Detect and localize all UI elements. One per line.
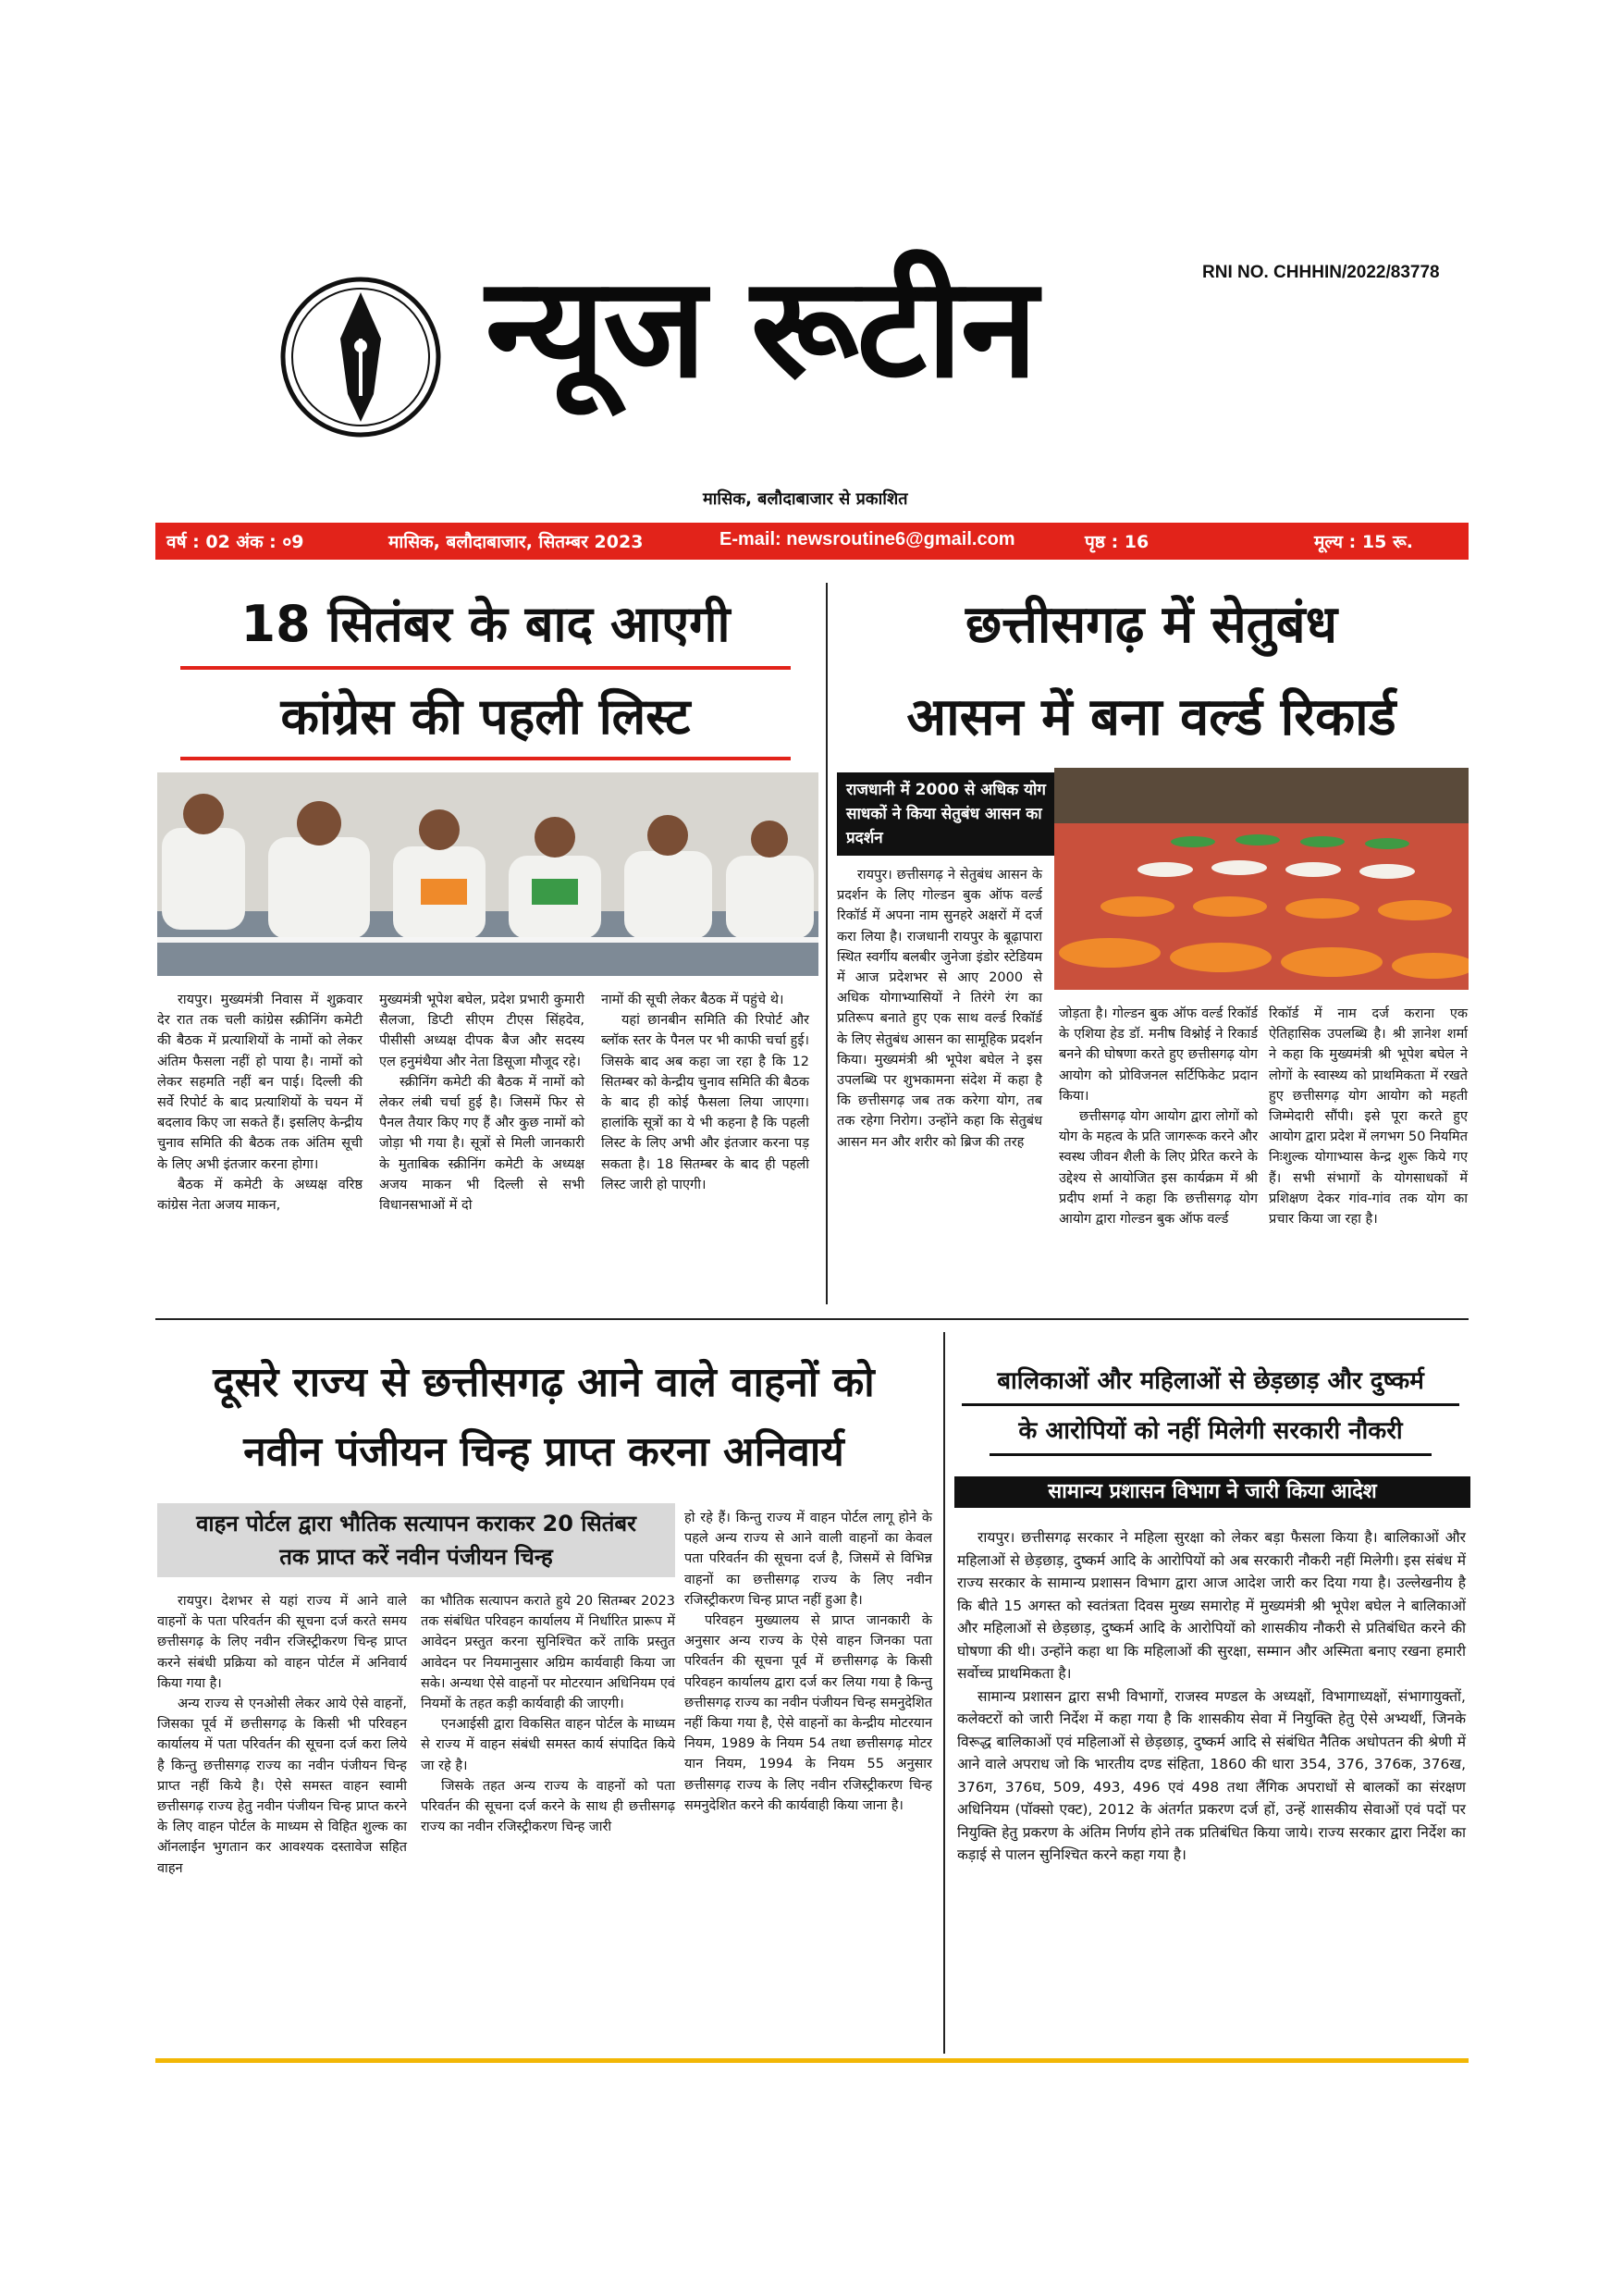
masthead-logo [277, 274, 444, 440]
story2-headline-line1: छत्तीसगढ़ में सेतुबंध [965, 595, 1338, 655]
column-divider [943, 1332, 945, 2054]
story3-column-3 [684, 1508, 932, 1816]
paragraph: यहां छानबीन समिति की रिपोर्ट और ब्लॉक स्तर के पैनल पर भी काफी चर्चा हुई। जिसके बाद अब कहा जा रहा है कि 12 सितम्बर को केन्द्रीय चुनाव समिति की बैठक के बाद ही कोई फैसला लिया जाएगा। हालांकि सूत्रों का ये भी कहना है कि पहली लिस्ट के लिए अभी और इंतजार करना पड़ सकता है। 18 सितम्बर के बाद ही पहली लिस्ट जारी हो पाएगी। [601, 1013, 809, 1192]
paragraph: नामों की सूची लेकर बैठक में पहुंचे थे। [601, 993, 784, 1007]
paragraph: अन्य राज्य से एनओसी लेकर आये ऐसे वाहनों, जिसका पूर्व में छत्तीसगढ़ के किसी भी परिवहन कार्यालय में पता परिवर्तन की सूचना दर्ज करा लिये है किन्तु छत्तीसगढ़ राज्य का नवीन पंजीयन चिन्ह प्राप्त नहीं किये है। ऐसे समस्त वाहन स्वामी छत्तीसगढ़ राज्य हेतु नवीन पंजीयन चिन्ह प्राप्त करने के लिए वाहन पोर्टल के माध्यम से विहित शुल्क का ऑनलाईन भुगतान कर आवश्यक दस्तावेज सहित वाहन [157, 1697, 407, 1876]
story1-headline-line1: 18 सितंबर के बाद आएगी [240, 595, 731, 653]
paragraph: मुख्यमंत्री भूपेश बघेल, प्रदेश प्रभारी कुमारी सैलजा, डिप्टी सीएम टीएस सिंहदेव, पीसीसी अध्यक्ष दीपक बैज और सदस्य एल हनुमंथैया और नेता डिसूजा मौजूद रहे। [379, 993, 584, 1069]
paragraph: सामान्य प्रशासन द्वारा सभी विभागों, राजस्व मण्डल के अध्यक्षों, विभागाध्यक्षों, संभागायुक्तों, कलेक्टरों को जारी निर्देश में कहा गया है कि शासकीय सेवा में नियुक्ति हेतु ऐसे अभ्यर्थी, जिनके विरूद्ध बालिकाओं एवं महिलाओं से छेड़छाड़, दुष्कर्म आदि से संबंधित नैतिक अधोपतन की श्रेणी में आने वाले अपराध जो कि भारतीय दण्ड संहिता, 1860 की धारा 354, 376, 376क, 376ख, 376ग, 376घ, 509, 493, 496 एवं 498 तथा लैंगिक अपराधों से बालकों का संरक्षण अधिनियम (पॉक्सो एक्ट), 2012 के अंतर्गत प्रकरण दर्ज हों, उन्हें शासकीय सेवाओं एवं पदों पर नियुक्ति हेतु प्रकरण के अंतिम निर्णय होने तक प्रतिबंधित किया जाये। राज्य सरकार द्वारा निर्देश का कड़ाई से पालन सुनिश्चित करने कहा गया है। [957, 1687, 1466, 1863]
section-divider [155, 1318, 1469, 1320]
story2-kicker: राजधानी में 2000 से अधिक योग साधकों ने किया सेतुबंध आसन का प्रदर्शन [837, 772, 1057, 856]
story3-subhead-line2: तक प्राप्त करें नवीन पंजीयन चिन्ह [279, 1544, 553, 1570]
story4-headline-box [953, 1360, 1469, 1480]
story3-column-1 [157, 1591, 407, 1879]
story3-column-2 [421, 1591, 675, 1837]
story4-headline-line2: के आरोपियों को नहीं मिलेगी सरकारी नौकरी [1018, 1417, 1403, 1445]
headline-underline [962, 1403, 1459, 1406]
rni-number: RNI NO. CHHHIN/2022/83778 [1202, 263, 1440, 282]
issue-info-bar [155, 523, 1469, 560]
headline-underline [990, 1453, 1432, 1456]
story1-column-1 [157, 990, 363, 1216]
issue-number: वर्ष : 02 अंक : ०9 [166, 532, 304, 552]
meeting-photo-illustration [157, 772, 818, 976]
story1-column-2 [379, 990, 584, 1216]
story3-subhead-box [157, 1503, 675, 1577]
paragraph: एनआईसी द्वारा विकसित वाहन पोर्टल के माध्यम से राज्य में वाहन संबंधी समस्त कार्य संपादित किये जा रहे है। [421, 1717, 675, 1773]
price: मूल्य : 15 रू. [1314, 532, 1413, 552]
paragraph: रायपुर। छत्तीसगढ़ सरकार ने महिला सुरक्षा को लेकर बड़ा फैसला किया है। बालिकाओं और महिलाओं से छेड़छाड़, दुष्कर्म आदि के आरोपियों को अब सरकारी नौकरी नहीं मिलेगी। इस संबंध में राज्य सरकार के सामान्य प्रशासन विभाग द्वारा आज आदेश जारी कर दिया गया है। उल्लेखनीय है कि बीते 15 अगस्त को स्वतंत्रता दिवस मुख्य समारोह में मुख्यमंत्री श्री भूपेश बघेल ने बालिकाओं और महिलाओं से छेड़छाड़, दुष्कर्म आदि के आरोपियों को शासकीय नौकरी से प्रतिबंधित करने की घोषणा की थी। उन्होंने कहा था कि महिलाओं की सुरक्षा, सम्मान और अस्मिता बनाए रखना हमारी सर्वोच्च प्राथमिकता है। [957, 1529, 1466, 1682]
paragraph: हो रहे हैं। किन्तु राज्य में वाहन पोर्टल लागू होने के पहले अन्य राज्य से आने वाली वाहनों का केवल पता परिवर्तन की सूचना दर्ज है, जिसमें से विभिन्न वाहनों का छत्तीसगढ़ राज्य के लिए नवीन रजिस्ट्रीकरण चिन्ह प्राप्त नहीं हुआ है। [684, 1511, 932, 1608]
story4-subhead: सामान्य प्रशासन विभाग ने जारी किया आदेश [954, 1476, 1470, 1508]
footer-rule [155, 2058, 1469, 2063]
paragraph: जोड़ता है। गोल्डन बुक ऑफ वर्ल्ड रिकॉर्ड के एशिया हेड डॉ. मनीष विश्नोई ने रिकार्ड बनने की घोषणा करते हुए छत्तीसगढ़ योग आयोग को प्रोविजनल सर्टिफिकेट प्रदान किया। [1059, 1006, 1258, 1104]
pen-nib-icon [277, 274, 444, 440]
paragraph: रिकॉर्ड में नाम दर्ज कराना एक ऐतिहासिक उपलब्धि है। श्री ज्ञानेश शर्मा ने कहा कि मुख्यमंत्री श्री भूपेश बघेल ने लोगों के स्वास्थ्य को प्राथमिकता में रखते हुए छत्तीसगढ़ योग आयोग को महती जिम्मेदारी सौंपी। इसे पूरा करते हुए आयोग द्वारा प्रदेश में लगभग 50 नियमित निःशुल्क योगाभ्यास केन्द्र शुरू किये गए हैं। सभी संभागों के योगसाधकों में प्रशिक्षण देकर गांव-गांव तक योग का प्रचार किया जा रहा है। [1269, 1006, 1468, 1228]
paragraph: छत्तीसगढ़ योग आयोग द्वारा लोगों को योग के महत्व के प्रति जागरूक करने और स्वस्थ जीवन शैली के लिए प्रेरित करने के उद्देश्य से आयोजित इस कार्यक्रम में श्री प्रदीप शर्मा ने कहा कि छत्तीसगढ़ योग आयोग द्वारा गोल्डन बुक ऑफ वर्ल्ड [1059, 1109, 1258, 1228]
headline-underline [180, 666, 791, 670]
paragraph: रायपुर। छत्तीसगढ़ ने सेतुबंध आसन के प्रदर्शन के लिए गोल्डन बुक ऑफ वर्ल्ड रिकॉर्ड में अपना नाम सुनहरे अक्षरों में दर्ज करा लिया है। राजधानी रायपुर के बूढ़ापारा स्थित स्वर्गीय बलबीर जुनेजा इंडोर स्टेडियम में आज प्रदेशभर से आए 2000 से अधिक योगाभ्यासियों ने तिरंगे रंग का प्रतिरूप बनाते हुए एक साथ वर्ल्ड रिकॉर्ड के लिए सेतुबंध आसन का सामूहिक प्रदर्शन किया। मुख्यमंत्री श्री भूपेश बघेल ने इस उपलब्धि पर शुभकामना संदेश में कहा है कि छत्तीसगढ़ जब तक करेगा योग, तब तक रहेगा निरोग। उन्होंने कहा कि सेतुबंध आसन मन और शरीर को ब्रिज की तरह [837, 868, 1042, 1150]
headline-underline [180, 757, 791, 760]
paragraph: स्क्रीनिंग कमेटी की बैठक में नामों को लेकर लंबी चर्चा हुई है। जिसमें फिर से पैनल तैयार किए गए हैं और कुछ नामों को जोड़ा भी गया है। सूत्रों से मिली जानकारी के मुताबिक स्क्रीनिंग कमेटी के अध्यक्ष अजय माकन भी दिल्ली से सभी विधानसभाओं में दो [379, 1074, 584, 1214]
story2-column-1 [837, 865, 1042, 1153]
story3-subhead-line1: वाहन पोर्टल द्वारा भौतिक सत्यापन कराकर 20 सितंबर [196, 1511, 636, 1537]
story3-headline-line2: नवीन पंजीयन चिन्ह प्राप्त करना अनिवार्य [243, 1428, 844, 1475]
congress-meeting-photo [157, 772, 818, 976]
column-divider [826, 583, 828, 1304]
masthead-title: न्यूज रूटीन [486, 248, 1037, 409]
story2-column-2 [1059, 1004, 1258, 1229]
story4-headline-line1: बालिकाओं और महिलाओं से छेड़छाड़ और दुष्कर्म [997, 1367, 1424, 1395]
story2-column-3 [1269, 1004, 1468, 1229]
yoga-photo-illustration [1054, 768, 1469, 990]
dateline: मासिक, बलौदाबाजार, सितम्बर 2023 [388, 532, 644, 552]
yoga-event-photo [1054, 768, 1469, 990]
paragraph: रायपुर। देशभर से यहां राज्य में आने वाले वाहनों के पता परिवर्तन की सूचना दर्ज करते समय छत्तीसगढ़ के लिए नवीन रजिस्ट्रीकरण चिन्ह प्राप्त करने संबंधी प्रक्रिया को वाहन पोर्टल में अनिवार्य किया गया है। [157, 1594, 407, 1691]
story2-headline-line2: आसन में बना वर्ल्ड रिकार्ड [906, 687, 1396, 747]
story3-headline-line1: दूसरे राज्य से छत्तीसगढ़ आने वाले वाहनों को [213, 1359, 875, 1406]
story4-column [957, 1526, 1466, 1867]
paragraph: जिसके तहत अन्य राज्य के वाहनों को पता परिवर्तन की सूचना दर्ज करने के साथ ही छत्तीसगढ़ राज्य का नवीन रजिस्ट्रीकरण चिन्ह जारी [421, 1778, 675, 1835]
paragraph: बैठक में कमेटी के अध्यक्ष वरिष्ठ कांग्रेस नेता अजय माकन, [157, 1177, 363, 1214]
paragraph: रायपुर। मुख्यमंत्री निवास में शुक्रवार देर रात तक चली कांग्रेस स्क्रीनिंग कमेटी की बैठक में प्रत्याशियों के नामों को लेकर अंतिम फैसला नहीं हो पाया है। नामों को लेकर सहमति नहीं बन पाई। दिल्ली की सर्वे रिपोर्ट के बाद प्रत्याशियों के चयन में बदलाव किए जा सकते हैं। इसलिए केन्द्रीय चुनाव समिति की बैठक तक अंतिम सूची के लिए अभी इंतजार करना होगा। [157, 993, 363, 1172]
story1-column-3 [601, 990, 809, 1195]
story1-headline-line2: कांग्रेस की पहली लिस्ट [280, 687, 691, 746]
masthead-tagline: मासिक, बलौदाबाजार से प्रकाशित [703, 489, 908, 509]
paragraph: का भौतिक सत्यापन कराते हुये 20 सितम्बर 2023 तक संबंधित परिवहन कार्यालय में निर्धारित प्रारूप में आवेदन प्रस्तुत करना सुनिश्चित करें ताकि प्रस्तुत आवेदन पर नियमानुसार अग्रिम कार्यवाही किया जा सके। अन्यथा ऐसे वाहनों पर मोटरयान अधिनियम एवं नियमों के तहत कड़ी कार्यवाही की जाएगी। [421, 1594, 675, 1712]
email-address: E-mail: newsroutine6@gmail.com [719, 529, 1015, 549]
paragraph: परिवहन मुख्यालय से प्राप्त जानकारी के अनुसार अन्य राज्य के ऐसे वाहन जिनका पता परिवर्तन की सूचना पूर्व में छत्तीसगढ़ के किसी परिवहन कार्यालय द्वारा दर्ज कर लिया गया है किन्तु छत्तीसगढ़ राज्य का नवीन पंजीयन चिन्ह समनुदेशित नहीं किया गया है, ऐसे वाहनों का केन्द्रीय मोटरयान नियम, 1989 के नियम 54 तथा छत्तीसगढ़ मोटर यान नियम, 1994 के नियम 55 अनुसार छत्तीसगढ़ राज्य के लिए नवीन रजिस्ट्रीकरण चिन्ह समनुदेशित करने की कार्यवाही किया जाना है। [684, 1613, 932, 1813]
page-count: पृष्ठ : 16 [1085, 532, 1150, 552]
